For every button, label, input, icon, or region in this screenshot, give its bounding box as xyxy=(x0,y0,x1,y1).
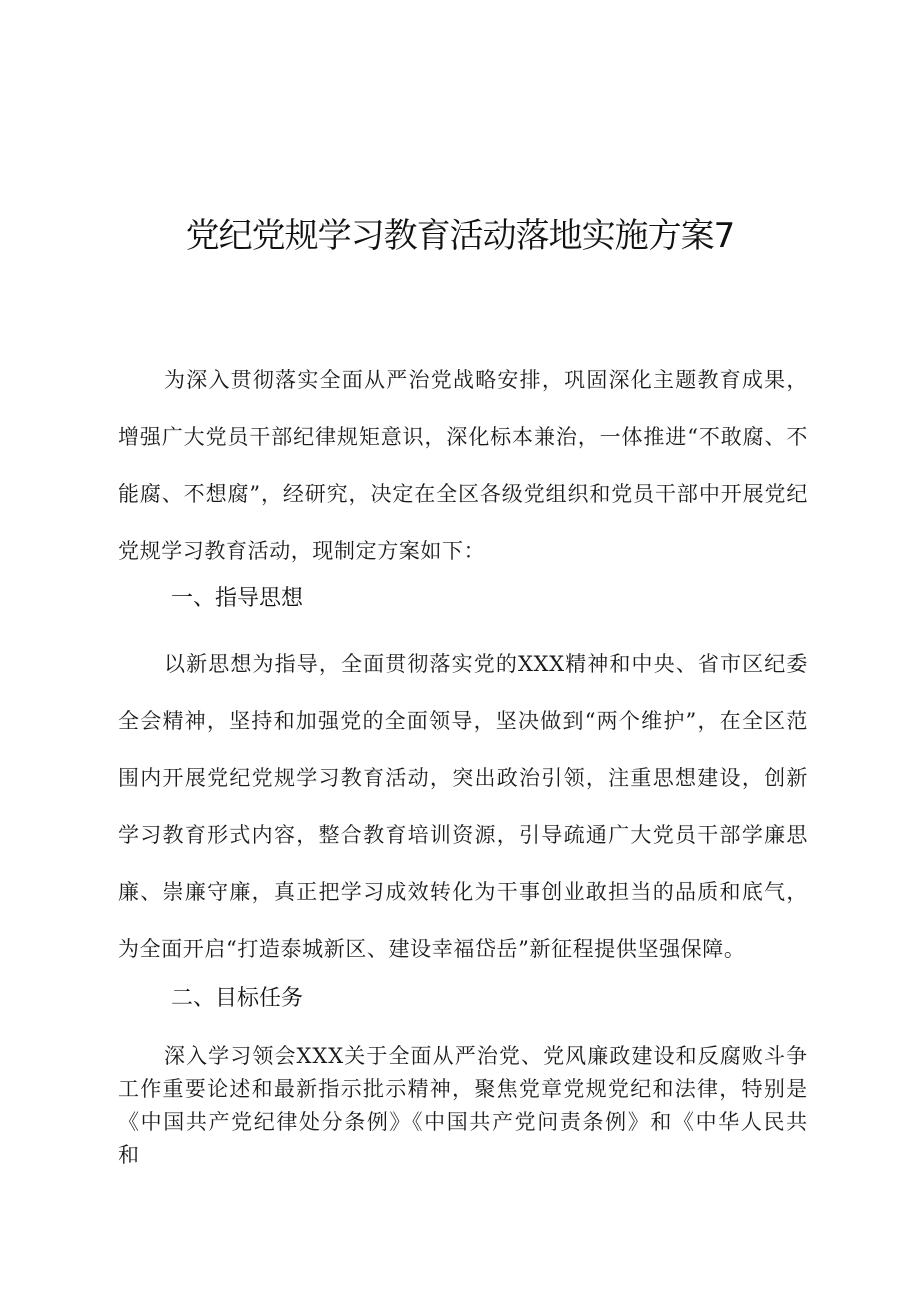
document-title: 党纪党规学习教育活动落地实施方案7 xyxy=(185,216,735,256)
section-paragraph-objectives: 深入学习领会XXX关于全面从严治党、党风廉政建设和反腐败斗争工作重要论述和最新指示批示精神，聚焦党章党规党纪和法律，特别是《中国共产党纪律处分条例》《中国共产党问责条例》和《中华人民共和 xyxy=(118,1044,808,1167)
section-heading-guiding-ideology: 一、指导思想 xyxy=(171,586,304,611)
section-paragraph-guiding-ideology: 以新思想为指导，全面贯彻落实党的XXX精神和中央、省市区纪委全会精神，坚持和加强党的全面领导，坚决做到“两个维护”，在全区范围内开展党纪党规学习教育活动，突出政治引领，注重思想建设，创新学习教育形式内容，整合教育培训资源，引导疏通广大党员干部学廉思廉、崇廉守廉，真正把学习成效转化为干事创业敢担当的品质和底气，为全面开启“打造泰城新区、建设幸福岱岳”新征程提供坚强保障。 xyxy=(118,652,808,961)
intro-paragraph: 为深入贯彻落实全面从严治党战略安排，巩固深化主题教育成果，增强广大党员干部纪律规矩意识，深化标本兼治，一体推进“不敢腐、不能腐、不想腐”，经研究，决定在全区各级党组织和党员干部中开展党纪党规学习教育活动，现制定方案如下： xyxy=(118,368,808,563)
section-heading-objectives: 二、目标任务 xyxy=(171,986,304,1011)
